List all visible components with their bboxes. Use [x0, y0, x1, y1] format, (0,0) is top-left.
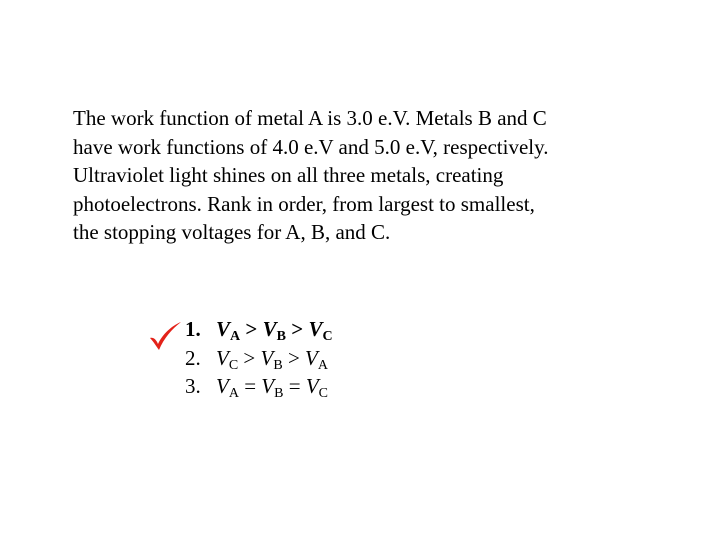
choice-number: 3. — [185, 374, 201, 399]
answer-choice-2 — [185, 344, 333, 373]
choice-number: 2. — [185, 345, 201, 370]
voltage-symbol: V — [305, 345, 318, 370]
voltage-symbol: V — [261, 374, 275, 399]
voltage-symbol: V — [262, 317, 277, 341]
operator: > — [291, 317, 304, 341]
answer-choice-3 — [185, 372, 333, 401]
voltage-symbol: V — [305, 374, 319, 399]
answer-choice-1 — [185, 315, 333, 344]
voltage-subscript: B — [274, 386, 284, 402]
operator: > — [243, 345, 256, 370]
question-line: The work function of metal A is 3.0 e.V. Metals B and C — [73, 106, 547, 130]
choice-number: 1. — [185, 317, 201, 341]
voltage-symbol: V — [216, 374, 229, 399]
voltage-subscript: A — [230, 329, 241, 344]
voltage-subscript: C — [228, 357, 239, 373]
voltage-symbol: V — [260, 345, 274, 370]
voltage-subscript: A — [228, 386, 239, 402]
question-line: Ultraviolet light shines on all three metals, creating — [73, 163, 504, 188]
voltage-subscript: C — [318, 386, 328, 402]
question-text — [73, 104, 673, 247]
voltage-subscript: A — [317, 357, 328, 373]
operator: = — [244, 374, 257, 399]
check-mark-icon — [147, 320, 183, 352]
question-line: the stopping voltages for A, B, and C. — [73, 220, 391, 245]
question-line: have work functions of 4.0 e.V and 5.0 e.V, respectively. — [73, 134, 549, 159]
operator: = — [288, 374, 301, 399]
question-line: photoelectrons. Rank in order, from largest to smallest, — [73, 191, 535, 216]
operator: > — [245, 317, 258, 341]
voltage-subscript: C — [322, 329, 333, 344]
answer-choices — [185, 315, 333, 401]
voltage-symbol: V — [216, 345, 229, 370]
voltage-symbol: V — [308, 317, 323, 341]
operator: > — [287, 345, 300, 370]
voltage-symbol: V — [216, 317, 231, 341]
voltage-subscript: B — [276, 329, 286, 344]
voltage-subscript: B — [273, 357, 283, 373]
